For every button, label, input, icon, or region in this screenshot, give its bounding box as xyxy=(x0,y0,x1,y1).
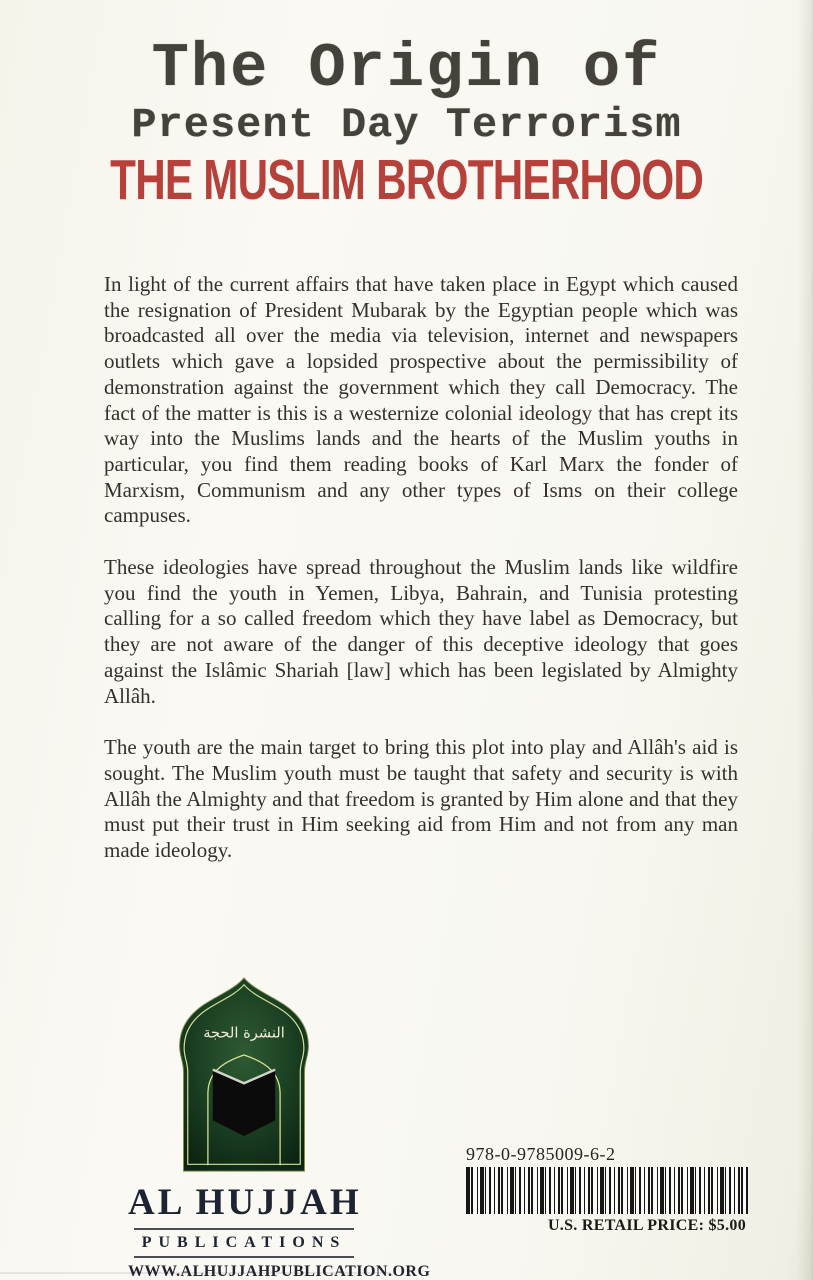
title-line-3-wrap xyxy=(0,148,813,213)
barcode xyxy=(466,1167,748,1214)
paragraph-1: In light of the current affairs that have taken place in Egypt which caused the resignation of President Mubarak by the Egyptian people which was broadcasted all over the media via television, internet and newspapers outlets which gave a lopsided prospective about the permissibility of demonstration against the government which they call Democracy. The fact of the matter is this is a westernize colonial ideology that has crept its way into the Muslims lands and the hearts of the Muslim youths in particular, you find them reading books of Karl Marx the fonder of Marxism, Communism and any other types of Isms on their college campuses. xyxy=(104,272,738,528)
title-line-2: Present Day Terrorism xyxy=(131,101,682,149)
mosque-dome-icon xyxy=(169,975,319,1175)
publisher-name: AL HUJJAH xyxy=(128,1182,362,1223)
title-line-1: The Origin of xyxy=(151,33,662,104)
dome-shape xyxy=(180,978,309,1171)
publisher-logo-block xyxy=(128,975,431,1280)
publisher-website: WWW.ALHUJJAHPUBLICATION.ORG xyxy=(128,1263,431,1280)
back-cover-text xyxy=(104,272,738,890)
retail-price: U.S. RETAIL PRICE: $5.00 xyxy=(547,1217,746,1234)
publisher-arabic-name: النشرة الحجة xyxy=(203,1024,285,1042)
paragraph-3: The youth are the main target to bring this plot into play and Allâh's aid is sought. The Muslim youth must be taught that safety and security is with Allâh the Almighty and that freedom is granted by Him alone and that they must put their trust in Him seeking aid from Him and not from any man made ideology. xyxy=(104,735,738,863)
divider-line-bottom xyxy=(134,1256,354,1258)
publisher-subtitle: PUBLICATIONS xyxy=(141,1234,347,1251)
isbn-number: 978-0-9785009-6-2 xyxy=(466,1144,616,1164)
paragraph-2: These ideologies have spread throughout the Muslim lands like wildfire you find the youth in Yemen, Libya, Bahrain, and Tunisia protesting calling for a so called freedom which they have label as Democracy, but they are not aware of the danger of this deceptive ideology that goes against the Islâmic Shariah [law] which has been legislated by Almighty Allâh. xyxy=(104,555,738,708)
barcode-block xyxy=(466,1144,746,1235)
divider-line-top xyxy=(134,1228,354,1230)
title-block xyxy=(0,33,813,213)
title-line-3: THE MUSLIM BROTHERHOOD xyxy=(110,148,703,213)
